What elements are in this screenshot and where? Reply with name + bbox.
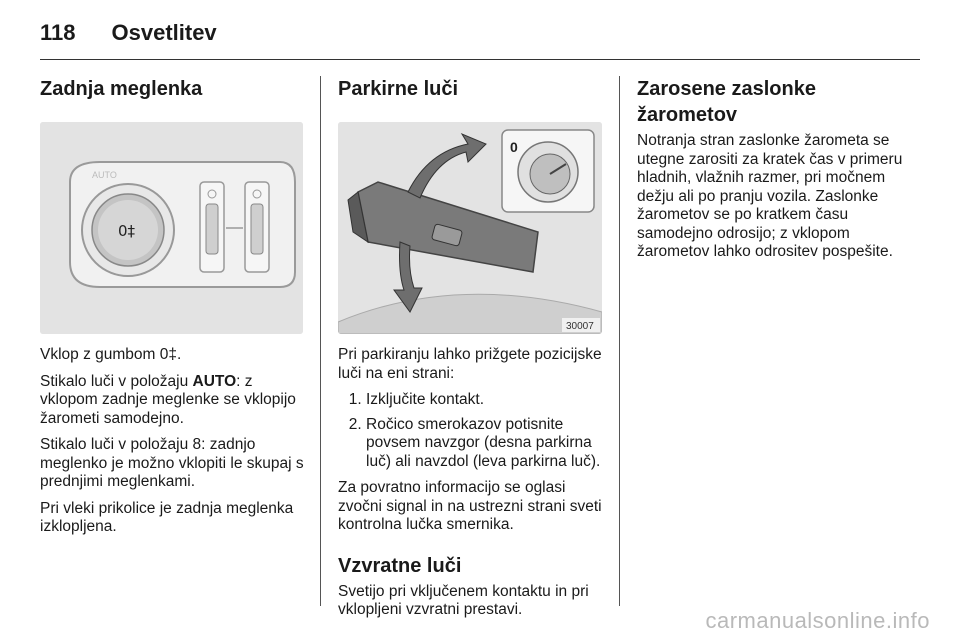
auto-label: AUTO — [92, 170, 117, 180]
section-heading-fogged-lenses: Zarosene zaslonke žarometov — [637, 78, 816, 126]
header-rule — [40, 59, 920, 60]
page-number: 118 — [40, 20, 76, 45]
paragraph: Pri vleki prikolice je zadnja meglenka izklopljena. — [40, 499, 294, 535]
paragraph: Stikalo luči v položaju 8: zadnjo meglenko je možno vklopiti le skupaj s prednjimi meglenkami. — [40, 436, 304, 490]
paragraph: Vklop z gumbom 0‡. — [40, 346, 182, 363]
figure-light-switch — [40, 122, 303, 334]
column-rear-fog — [40, 76, 305, 545]
column-parking-lights — [338, 76, 606, 628]
paragraph: Notranja stran zaslonke žarometa se utegne zarositi za kratek čas v primeru hladnih, vlažnih razmer, pri močnem dežju ali po pranju vozila. Zaslonke žarometov se po kratkem času samodejno odrosijo; z vklopom žarometov lahko odrositev pospešite. — [637, 132, 903, 260]
inset-label: 0 — [510, 139, 518, 155]
section-heading-reverse-lights: Vzvratne luči — [338, 554, 462, 577]
paragraph: Za povratno informacijo se oglasi zvočni signal in na ustrezni strani sveti kontrolna lučka smernika. — [338, 479, 602, 533]
column-divider — [619, 76, 620, 606]
list-item: 1. Izključite kontakt. — [366, 391, 606, 410]
page-header — [40, 20, 217, 50]
paragraph: Pri parkiranju lahko prižgete pozicijske luči na eni strani: — [338, 346, 602, 382]
knob-symbol: 0‡ — [118, 222, 136, 240]
list-item: 2. Ročico smerokazov potisnite povsem navzgor (desna parkirna luč) ali navzdol (leva parkirna luč). — [366, 416, 606, 472]
section-heading-rear-fog: Zadnja meglenka — [40, 78, 203, 100]
page-title: Osvetlitev — [111, 20, 217, 45]
column-divider — [320, 76, 321, 606]
paragraph: Svetijo pri vključenem kontaktu in pri vklopljeni vzvratni prestavi. — [338, 582, 589, 618]
column-fogged-lenses — [637, 76, 905, 270]
paragraph: Stikalo luči v položaju AUTO: z vklopom zadnje meglenke se vklopijo žarometi samodejno. — [40, 372, 296, 427]
light-switch-illustration — [40, 122, 303, 334]
figure-indicator-stalk — [338, 122, 602, 334]
steps-list — [338, 391, 606, 471]
indicator-stalk-illustration — [338, 122, 602, 334]
watermark: carmanualsonline.info — [705, 608, 930, 633]
figure-code: 30007 — [566, 321, 594, 332]
section-heading-parking-lights: Parkirne luči — [338, 78, 459, 100]
